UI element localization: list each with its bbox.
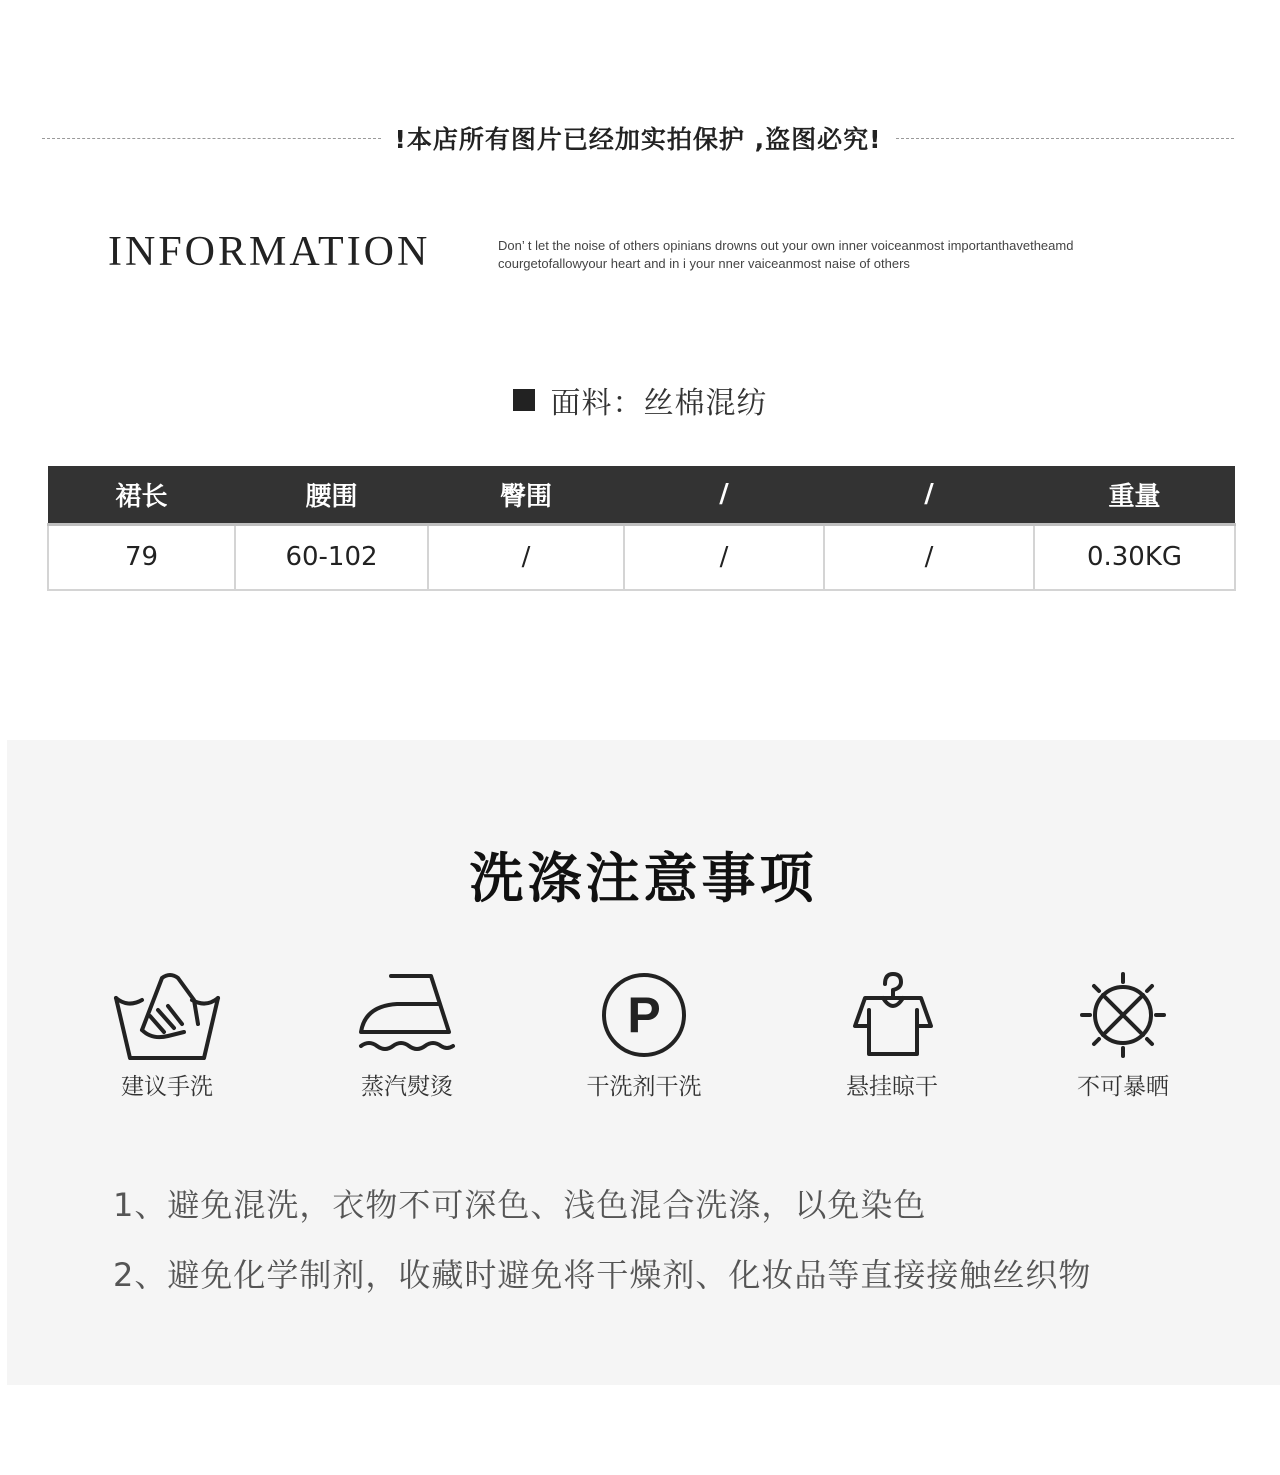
quote-line-1: Don’ t let the noise of others opinians drowns out your own inner voiceanmost importanthavetheamd [498,238,1074,253]
svg-text:P: P [627,987,661,1043]
information-quote [498,237,1198,273]
care-title: 洗涤注意事项 [469,847,818,910]
value-skirt-length: 79 [48,524,235,590]
hang-dry-icon [847,970,937,1060]
header-hip: 臀围 [428,466,624,524]
size-table-value-row [48,524,1235,590]
value-blank-1: / [624,524,824,590]
header-weight: 重量 [1034,466,1235,524]
header-waist: 腰围 [235,466,428,524]
care-item-no-sun [1043,970,1203,1101]
size-table [47,466,1236,591]
value-hip: / [428,524,624,590]
hand-wash-icon [112,970,222,1060]
value-waist: 60-102 [235,524,428,590]
no-sun-dry-icon [1078,970,1168,1060]
steam-iron-icon [357,970,457,1060]
square-bullet-icon [513,389,535,411]
divider-right [896,138,1235,139]
dry-clean-label: 干洗剂干洗 [586,1074,702,1100]
information-title: INFORMATION [108,229,431,275]
care-item-hand-wash [87,970,247,1101]
copyright-notice: !本店所有图片已经加实拍保护 ,盗图必究! [394,125,882,154]
care-note-1: 1、避免混洗，衣物不可深色、浅色混合洗涤，以免染色 [113,1186,927,1224]
care-item-hang-dry [812,970,972,1101]
no-sun-label: 不可暴晒 [1077,1074,1169,1100]
quote-line-2: courgetofallowyour heart and in i your nner vaiceanmost naise of others [498,256,910,271]
care-notes [113,1170,1091,1310]
value-blank-2: / [824,524,1034,590]
care-icons [7,970,1280,1110]
header-blank-2: / [824,466,1034,524]
dry-clean-p-icon [599,970,689,1060]
header-blank-1: / [624,466,824,524]
size-table-header-row [48,466,1235,524]
fabric-line [0,378,1280,422]
copyright-notice-row [42,118,1234,158]
divider-left [42,138,381,139]
hand-wash-label: 建议手洗 [121,1074,213,1100]
care-note-2: 2、避免化学制剂，收藏时避免将干燥剂、化妆品等直接接触丝织物 [113,1256,1092,1294]
care-item-dry-clean [564,970,724,1101]
care-item-steam-iron [327,970,487,1101]
steam-iron-label: 蒸汽熨烫 [361,1074,453,1100]
hang-dry-label: 悬挂晾干 [846,1074,938,1100]
value-weight: 0.30KG [1034,524,1235,590]
header-skirt-length: 裙长 [48,466,235,524]
fabric-text: 面料：丝棉混纺 [550,386,768,421]
care-section [7,740,1280,1385]
